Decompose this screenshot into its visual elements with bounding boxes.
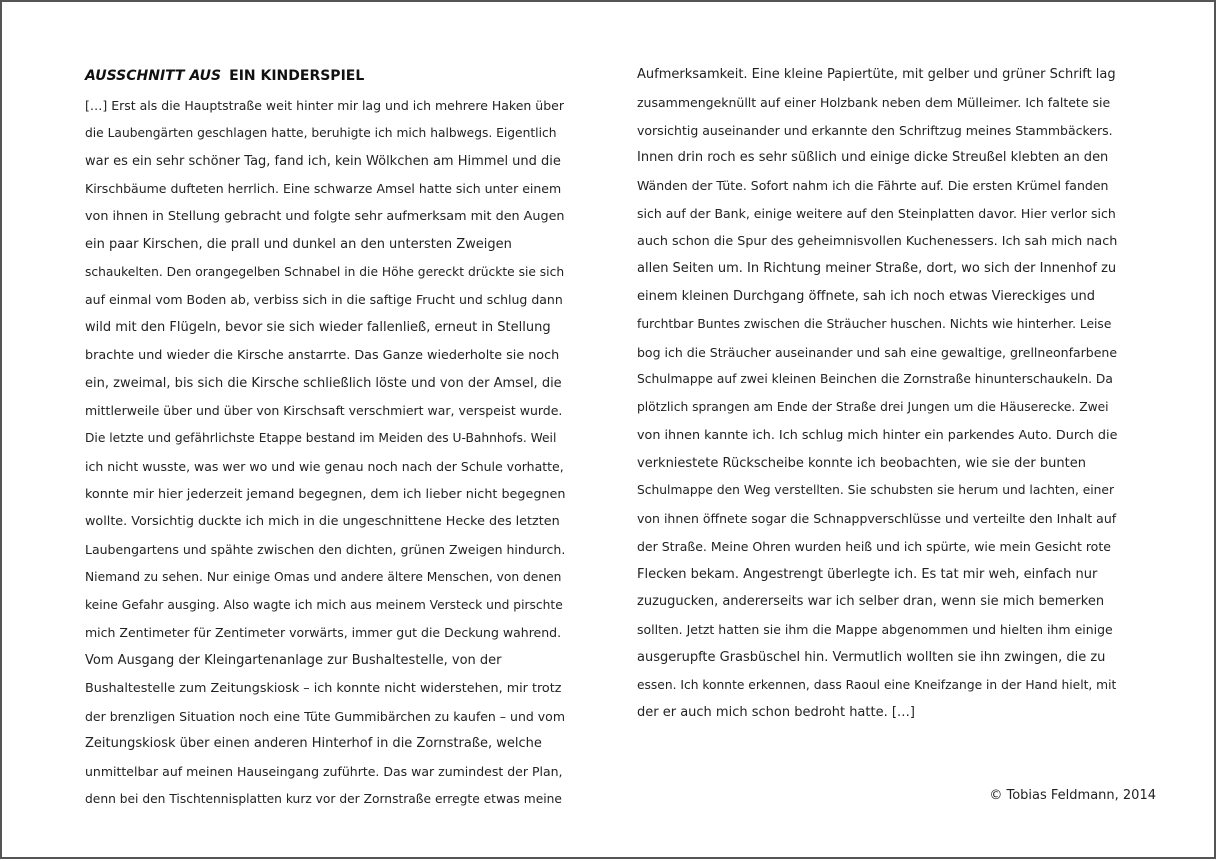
text-line: von ihnen kannte ich. Ich schlug mich hinter ein parkendes Auto. Durch die <box>637 427 1118 443</box>
text-line: der Straße. Meine Ohren wurden heiß und ich spürte, wie mein Gesicht rote <box>637 538 1111 554</box>
text-line: ein, zweimal, bis sich die Kirsche schließlich löste und von der Amsel, die <box>85 375 562 391</box>
text-line: zusammengeknüllt auf einer Holzbank neben dem Mülleimer. Ich faltete sie <box>637 94 1111 110</box>
text-line: unmittelbar auf meinen Hauseingang zuführte. Das war zumindest der Plan, <box>85 764 563 779</box>
text-line: ich nicht wusste, was wer wo und wie genau noch nach der Schule vorhatte, <box>85 458 564 474</box>
right-text-column <box>637 61 1117 727</box>
text-line: bog ich die Sträucher auseinander und sah eine gewaltige, grellneonfarbene <box>637 344 1118 360</box>
text-line: sollten. Jetzt hatten sie ihm die Mappe abgenommen und hielten ihm einige <box>637 622 1113 637</box>
copyright-notice: © Tobias Feldmann, 2014 <box>989 788 1156 803</box>
text-line: Bushaltestelle zum Zeitungskiosk – ich konnte nicht widerstehen, mir trotz <box>85 680 562 696</box>
text-line: Die letzte und gefährlichste Etappe bestand im Meiden des U-Bahnhofs. Weil <box>85 431 557 445</box>
text-line: Wänden der Tüte. Sofort nahm ich die Fährte auf. Die ersten Krümel fanden <box>637 178 1109 193</box>
text-line: plötzlich sprangen am Ende der Straße drei Jungen um die Häuserecke. Zwei <box>637 400 1109 414</box>
text-line: brachte und wieder die Kirsche anstarrte. Das Ganze wiederholte sie noch <box>85 347 560 363</box>
text-line: Flecken bekam. Angestrengt überlegte ich. Es tat mir weh, einfach nur <box>637 566 1098 582</box>
text-line: wollte. Vorsichtig duckte ich mich in die ungeschnittene Hecke des letzten <box>85 514 560 530</box>
text-line: mittlerweile über und über von Kirschsaft verschmiert war, verspeist wurde. <box>85 403 563 419</box>
text-line: Niemand zu sehen. Nur einige Omas und andere ältere Menschen, von denen <box>85 569 562 584</box>
text-line: ein paar Kirschen, die prall und dunkel an den untersten Zweigen <box>85 236 512 252</box>
text-line: schaukelten. Den orangegelben Schnabel in die Höhe gereckt drückte sie sich <box>85 264 565 279</box>
text-line: Laubengartens und spähte zwischen den dichten, grünen Zweigen hindurch. <box>85 542 566 557</box>
text-line: zuzugucken, andererseits war ich selber dran, wenn sie mich bemerken <box>637 594 1105 610</box>
text-line: die Laubengärten geschlagen hatte, beruhigte ich mich halbwegs. Eigentlich <box>85 125 557 140</box>
text-line: einem kleinen Durchgang öffnete, sah ich noch etwas Viereckiges und <box>637 289 1096 304</box>
text-line: allen Seiten um. In Richtung meiner Straße, dort, wo sich der Innenhof zu <box>637 261 1117 277</box>
text-line: Aufmerksamkeit. Eine kleine Papiertüte, mit gelber und grüner Schrift lag <box>637 67 1116 82</box>
text-line: keine Gefahr ausging. Also wagte ich mich aus meinem Versteck und pirschte <box>85 597 563 612</box>
text-line: Innen drin roch es sehr süßlich und einige dicke Streußel klebten an den <box>637 150 1109 166</box>
text-line: Kirschbäume dufteten herrlich. Eine schwarze Amsel hatte sich unter einem <box>85 181 562 197</box>
text-line: Schulmappe den Weg verstellten. Sie schubsten sie herum und lachten, einer <box>637 483 1115 498</box>
title-italic-part: AUSSCHNITT AUS <box>85 68 222 84</box>
text-line: mich Zentimeter für Zentimeter vorwärts, immer gut die Deckung wahrend. <box>85 625 562 641</box>
text-line: von ihnen öffnete sogar die Schnappverschlüsse und verteilte den Inhalt auf <box>637 511 1117 526</box>
left-text-column <box>85 92 565 814</box>
text-line: essen. Ich konnte erkennen, dass Raoul eine Kneifzange in der Hand hielt, mit <box>637 677 1117 692</box>
text-line: von ihnen in Stellung gebracht und folgte sehr aufmerksam mit den Augen <box>85 209 565 224</box>
text-line: furchtbar Buntes zwischen die Sträucher huschen. Nichts wie hinterher. Leise <box>637 316 1112 331</box>
text-line: verkniestete Rückscheibe konnte ich beobachten, wie sie der bunten <box>637 455 1086 471</box>
text-line: denn bei den Tischtennisplatten kurz vor der Zornstraße erregte etwas meine <box>85 791 562 806</box>
text-line: ausgerupfte Grasbüschel hin. Vermutlich wollten sie ihn zwingen, die zu <box>637 649 1106 665</box>
document-title <box>85 66 364 86</box>
title-regular-part: EIN KINDERSPIEL <box>229 68 365 84</box>
text-line: vorsichtig auseinander und erkannte den Schriftzug meines Stammbäckers. <box>637 122 1113 138</box>
text-line: auch schon die Spur des geheimnisvollen Kuchenessers. Ich sah mich nach <box>637 233 1118 249</box>
text-line: Vom Ausgang der Kleingartenanlage zur Bushaltestelle, von der <box>85 653 502 668</box>
text-line: auf einmal vom Boden ab, verbiss sich in die saftige Frucht und schlug dann <box>85 292 563 308</box>
text-line: Schulmappe auf zwei kleinen Beinchen die Zornstraße hinunterschaukeln. Da <box>637 372 1113 387</box>
text-line: sich auf der Bank, einige weitere auf den Steinplatten davor. Hier verlor sich <box>637 205 1116 221</box>
text-line: wild mit den Flügeln, bevor sie sich wieder fallenließ, erneut in Stellung <box>85 320 551 335</box>
text-line: war es ein sehr schöner Tag, fand ich, kein Wölkchen am Himmel und die <box>85 153 561 169</box>
text-line: der brenzligen Situation noch eine Tüte Gummibärchen zu kaufen – und vom <box>85 708 565 724</box>
text-line: der er auch mich schon bedroht hatte. […] <box>637 705 915 721</box>
text-line: […] Erst als die Hauptstraße weit hinter mir lag und ich mehrere Haken über <box>85 98 564 113</box>
text-line: Zeitungskiosk über einen anderen Hinterhof in die Zornstraße, welche <box>85 736 542 752</box>
text-line: konnte mir hier jederzeit jemand begegnen, dem ich lieber nicht begegnen <box>85 486 566 502</box>
